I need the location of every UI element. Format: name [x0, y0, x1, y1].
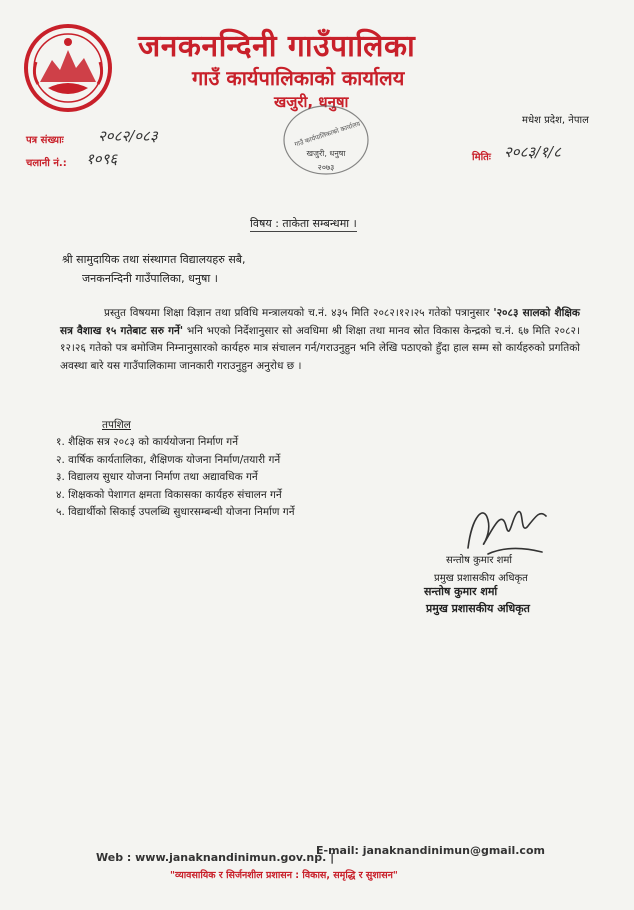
list-item: १. शैक्षिक सत्र २०८३ को कार्ययोजना निर्माण गर्ने [56, 436, 239, 448]
nepal-emblem-icon [22, 22, 114, 114]
addressee-line1: श्री सामुदायिक तथा संस्थागत विद्यालयहरु सबै, [62, 253, 246, 266]
body-part1: प्रस्तुत विषयमा शिक्षा विज्ञान तथा प्रविधि मन्त्रालयको च.नं. ४३५ मिति २०८२।१२।२५ गतेको पत्रानुसार [104, 307, 490, 319]
subject-line: विषय : ताकेता सम्बन्धमा । [250, 217, 357, 230]
office-stamp [272, 96, 380, 180]
signer-stamp-name: सन्तोष कुमार शर्मा [424, 585, 498, 598]
province-label: मधेश प्रदेश, नेपाल [522, 115, 589, 126]
body-paragraph [60, 305, 580, 375]
list-item: २. वार्षिक कार्यतालिका, शैक्षिणक योजना निर्माण/तयारी गर्ने [56, 453, 281, 466]
office-title: जनकनन्दिनी गाउँपालिका [138, 29, 416, 64]
signer-title: प्रमुख प्रशासकीय अधिकृत [434, 573, 528, 584]
body-part2: भनि भएको निर्देशानुसार सो अवधिमा श्री शिक्षा तथा मानव स्रोत विकास केन्द्रको च.नं. ६७ मिति २०८२।१२।२६ गतेको पत्र बमोजिम निम्नानुसारको कार्यहरु मात्र संचालन गर्न/गराउनुहुन भनि लेखि पठाएको हुँदा हाल सम्म सो कार्यहरुको प्रगतिको अवस्था बारे यस गाउँपालिकामा जानकारी गराउनुहुन अनुरोध छ । [60, 324, 580, 372]
stamp-line2: खजुरी, धनुषा [306, 149, 346, 158]
office-subtitle: गाउँ कार्यपालिकाको कार्यालय [192, 66, 405, 90]
stamp-line3: २०७३ [317, 163, 335, 172]
body-bold: '२०८३ सालको शैक्षिक सत्र वैशाख १५ गतेबाट सरु गर्ने' [60, 307, 580, 337]
addressee-line2: जनकनन्दिनी गाउँपालिका, धनुषा । [82, 272, 218, 285]
list-heading: तपशिल [102, 419, 131, 431]
footer-slogan: "व्यावसायिक र सिर्जनशील प्रशासन : विकास, समृद्धि र सुशासन" [170, 870, 398, 881]
office-location: खजुरी, धनुषा [274, 93, 349, 111]
patra-label: पत्र संख्याः [26, 135, 64, 146]
stamp-line1: गाउँ कार्यपालिकाको कार्यालय [293, 119, 362, 149]
signer-name: सन्तोष कुमार शर्मा [446, 555, 512, 566]
footer-web: Web : www.janaknandinimun.gov.np. | [96, 851, 335, 864]
footer-email: E-mail: janaknandinimun@gmail.com [316, 844, 545, 857]
list-item: ४. शिक्षकको पेशागत क्षमता विकासका कार्यहरु संचालन गर्ने [56, 488, 282, 501]
patra-value: २०८२/०८३ [98, 127, 158, 145]
task-list [56, 434, 295, 522]
chalani-label: चलानी नं.: [26, 158, 67, 169]
list-item: ५. विद्यार्थीको सिकाई उपलब्धि सुधारसम्बन्धी योजना निर्माण गर्ने [56, 506, 295, 518]
list-item: ३. विद्यालय सुधार योजना निर्माण तथा अद्यावधिक गर्ने [56, 471, 258, 483]
signer-stamp-title: प्रमुख प्रशासकीय अधिकृत [426, 602, 530, 615]
date-value: २०८३/१/८ [504, 143, 561, 161]
chalani-value: १०९६ [86, 150, 118, 168]
date-label: मितिः [472, 152, 491, 163]
